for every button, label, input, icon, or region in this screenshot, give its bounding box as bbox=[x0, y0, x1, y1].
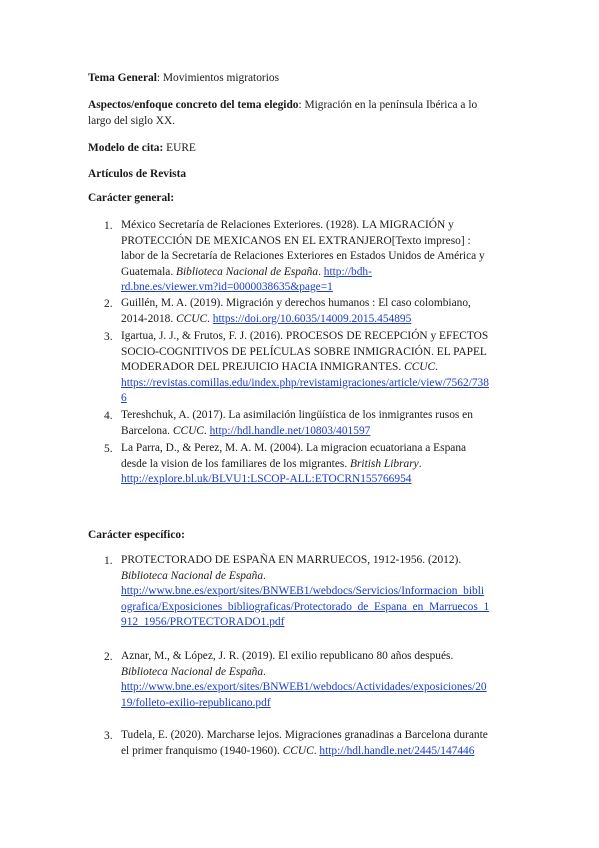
tema-general-label: Tema General bbox=[88, 72, 157, 84]
aspectos-line-2 bbox=[88, 114, 175, 128]
especifico-heading: Carácter específico: bbox=[88, 529, 185, 541]
general-item-5-line-2 bbox=[121, 457, 531, 473]
general-item-1-text: Guatemala. bbox=[121, 265, 177, 278]
especifico-item-1-line-2 bbox=[121, 569, 531, 585]
general-item-5 bbox=[121, 441, 531, 488]
general-item-3-link-part-1[interactable]: https://revistas.comillas.edu/index.php/revistamigraciones/article/view/7562/738 bbox=[121, 376, 489, 389]
general-item-4-number: 4. bbox=[104, 410, 113, 422]
general-item-3-source: CCUC bbox=[404, 361, 436, 373]
especifico-item-3-line-2 bbox=[121, 744, 531, 760]
general-item-4-line-2 bbox=[121, 424, 531, 440]
general-item-4-link[interactable]: http://hdl.handle.net/10803/401597 bbox=[209, 424, 371, 437]
general-item-1-line-1: México Secretaría de Relaciones Exteriores. (1928). LA MIGRACIÓN y bbox=[121, 219, 454, 231]
general-item-5-link[interactable]: http://explore.bl.uk/BLVU1:LSCOP-ALL:ETOCRN155766954 bbox=[121, 473, 412, 485]
general-item-2-number: 2. bbox=[104, 298, 113, 310]
general-item-5-number: 5. bbox=[104, 443, 113, 455]
aspectos-label: Aspectos/enfoque concreto del tema elegido bbox=[88, 99, 299, 111]
general-item-1-line-4 bbox=[121, 265, 531, 281]
general-item-2 bbox=[121, 296, 531, 327]
general-item-1-source: Biblioteca Nacional de España bbox=[176, 265, 319, 278]
general-item-5-source: British Library bbox=[350, 457, 419, 470]
general-heading: Carácter general: bbox=[88, 192, 175, 204]
especifico-item-2-line-1: Aznar, M., & López, J. R. (2019). El exilio republicano 80 años después. bbox=[121, 650, 454, 662]
especifico-item-1 bbox=[121, 553, 531, 631]
especifico-item-1-number: 1. bbox=[104, 555, 113, 567]
especifico-item-2-punct: . bbox=[263, 665, 266, 678]
especifico-item-2-line-2 bbox=[121, 665, 531, 681]
general-item-3-line-3 bbox=[121, 360, 531, 376]
general-item-4-line-1: Tereshchuk, A. (2017). La asimilación lingüística de los inmigrantes rusos en bbox=[121, 409, 473, 421]
general-item-4-punct: . bbox=[203, 424, 210, 437]
especifico-item-2-link-part-1[interactable]: http://www.bne.es/export/sites/BNWEB1/webdocs/Actividades/exposiciones/20 bbox=[121, 681, 487, 693]
especifico-item-2-source: Biblioteca Nacional de España bbox=[121, 665, 264, 678]
general-item-3-line-1: Igartua, J. J., & Frutos, F. J. (2016). PROCESOS DE RECEPCIÓN y EFECTOS bbox=[121, 330, 489, 342]
general-item-1-punct: . bbox=[318, 265, 324, 278]
general-item-1-number: 1. bbox=[104, 220, 113, 232]
especifico-item-2-link-part-2[interactable]: 19/folleto-exilio-republicano.pdf bbox=[121, 696, 271, 709]
general-item-2-line-1: Guillén, M. A. (2019). Migración y derechos humanos : El caso colombiano, bbox=[121, 297, 471, 309]
general-item-3-line-2: SOCIO-COGNITIVOS DE PELÍCULAS SOBRE INMIGRACIÓN. EL PAPEL bbox=[121, 345, 487, 358]
general-item-1 bbox=[121, 218, 531, 296]
general-item-5-punct: . bbox=[418, 457, 422, 470]
general-item-1-link-part-1[interactable]: http://bdh- bbox=[323, 265, 372, 278]
especifico-item-2 bbox=[121, 649, 531, 711]
especifico-item-3 bbox=[121, 728, 531, 759]
aspectos-value: : Migración en la península Ibérica a lo bbox=[298, 99, 478, 111]
especifico-item-2-number: 2. bbox=[104, 651, 113, 663]
general-item-3 bbox=[121, 329, 531, 407]
general-item-2-text: 2014-2018. bbox=[121, 312, 177, 325]
especifico-item-3-number: 3. bbox=[104, 730, 113, 742]
general-item-1-line-3: labor de la Secretaría de Relaciones Exteriores en Estados Unidos de América y bbox=[121, 250, 485, 262]
especifico-item-3-link[interactable]: http://hdl.handle.net/2445/147446 bbox=[319, 744, 475, 757]
tema-general-line bbox=[88, 71, 279, 85]
general-item-3-link-part-2[interactable]: 6 bbox=[121, 392, 127, 404]
modelo-cita-line bbox=[88, 141, 196, 155]
general-item-5-text: desde la vision de los familiares de los migrantes. bbox=[121, 457, 351, 470]
general-item-2-source: CCUC bbox=[176, 312, 208, 325]
general-item-2-punct: . bbox=[207, 312, 213, 325]
especifico-item-1-source: Biblioteca Nacional de España bbox=[121, 569, 264, 582]
especifico-item-3-line-1: Tudela, E. (2020). Marcharse lejos. Migraciones granadinas a Barcelona durante bbox=[121, 729, 488, 741]
articulos-heading: Artículos de Revista bbox=[88, 168, 187, 180]
general-item-1-line-2: PROTECCIÓN DE MEXICANOS EN EL EXTRANJERO[Texto impreso] : bbox=[121, 234, 471, 247]
especifico-item-3-punct: . bbox=[313, 744, 320, 757]
especifico-item-1-link-part-3[interactable]: 912_1956/PROTECTORADO1.pdf bbox=[121, 616, 285, 628]
especifico-item-1-link-part-2[interactable]: ografica/Exposiciones_bibliograficas/Protectorado_de_Espana_en_Marruecos_1 bbox=[121, 600, 490, 613]
aspectos-line bbox=[88, 98, 477, 112]
general-item-5-line-1: La Parra, D., & Perez, M. A. M. (2004). La migracion ecuatoriana a Espana bbox=[121, 442, 467, 454]
especifico-item-3-source: CCUC bbox=[282, 744, 314, 757]
general-item-3-number: 3. bbox=[104, 331, 113, 343]
tema-general-value: : Movimientos migratorios bbox=[156, 72, 280, 84]
especifico-item-1-line-1: PROTECTORADO DE ESPAÑA EN MARRUECOS, 1912-1956. (2012). bbox=[121, 554, 462, 566]
general-item-2-line-2 bbox=[121, 312, 531, 328]
aspectos-value-2: largo del siglo XX. bbox=[88, 115, 176, 127]
general-item-4-text: Barcelona. bbox=[121, 424, 173, 437]
especifico-item-3-text: el primer franquismo (1940-1960). bbox=[121, 744, 283, 757]
general-item-4-source: CCUC bbox=[172, 424, 204, 437]
modelo-cita-value: EURE bbox=[163, 142, 196, 154]
general-item-2-link[interactable]: https://doi.org/10.6035/14009.2015.454895 bbox=[212, 312, 412, 325]
modelo-cita-label: Modelo de cita: bbox=[88, 142, 164, 154]
general-item-3-text: MODERADOR DEL PREJUICIO HACIA INMIGRANTES. bbox=[121, 361, 405, 373]
general-item-3-punct: . bbox=[435, 361, 438, 373]
especifico-item-1-link-part-1[interactable]: http://www.bne.es/export/sites/BNWEB1/webdocs/Servicios/Informacion_bibli bbox=[121, 585, 485, 597]
especifico-item-1-punct: . bbox=[263, 569, 266, 582]
general-item-4 bbox=[121, 408, 531, 439]
general-item-1-link-part-2[interactable]: rd.bne.es/viewer.vm?id=0000038635&page=1 bbox=[121, 281, 333, 293]
